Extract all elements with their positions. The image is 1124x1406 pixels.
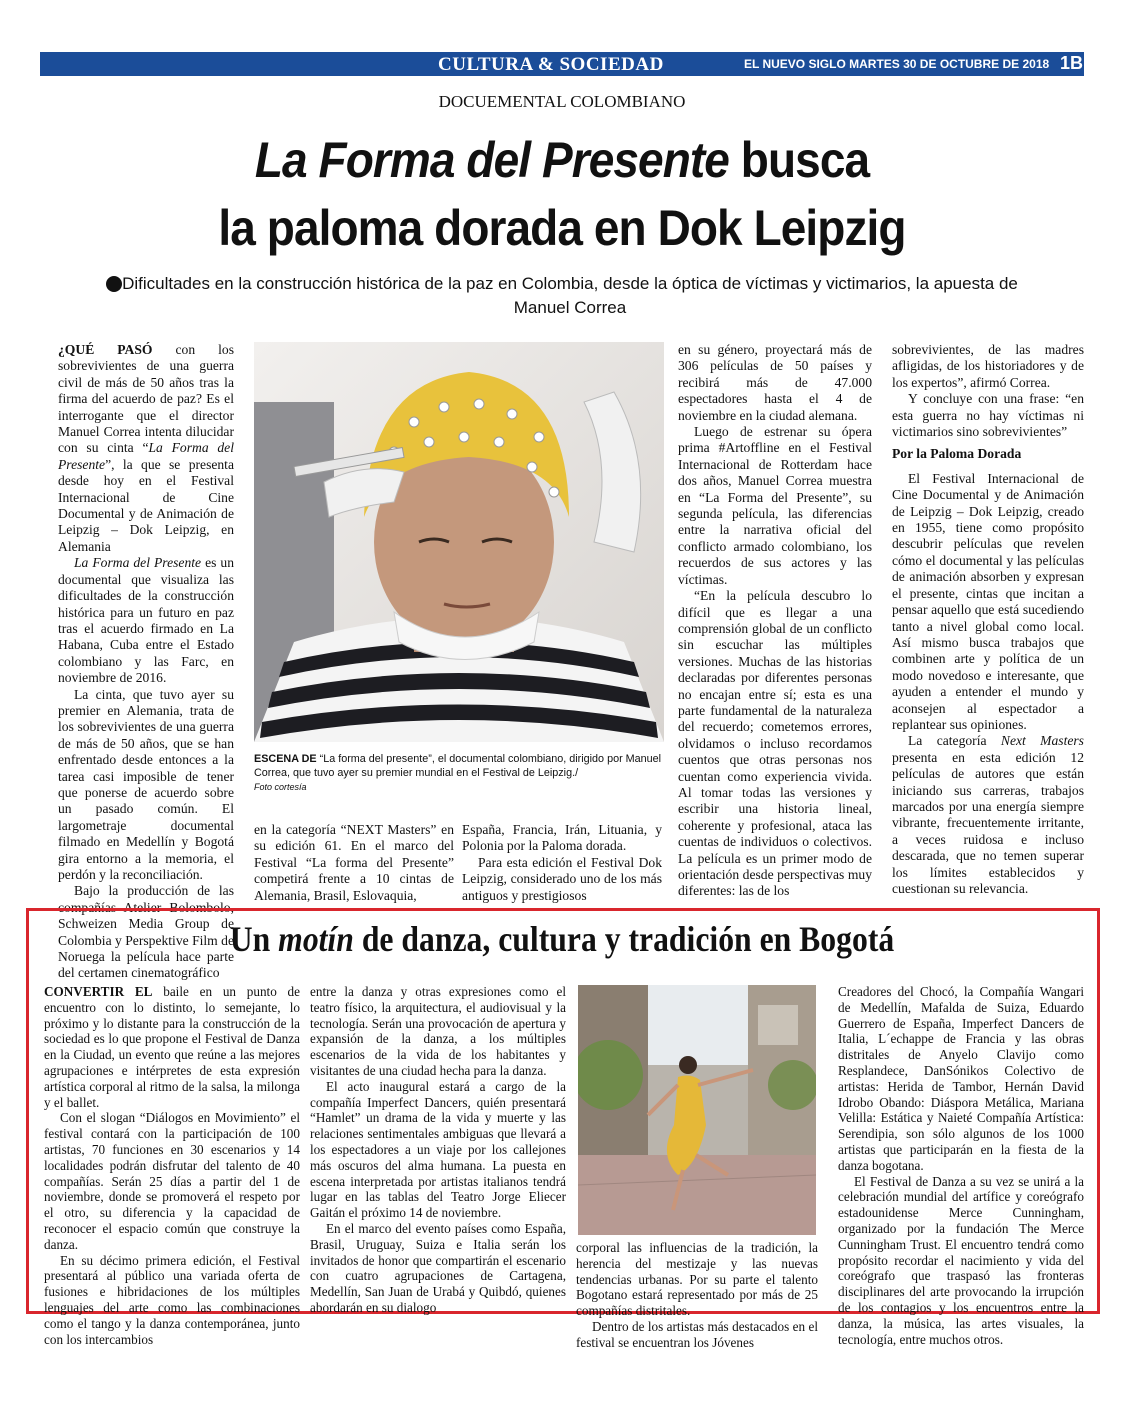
paragraph: Y concluye con una frase: “en esta guerra no hay víctimas ni victimarios sino sobrevivientes” [892,391,1084,440]
headline-part: de danza, cultura y tradición en Bogotá [353,919,895,959]
paragraph: España, Francia, Irán, Lituania, y Polonia por la Paloma dorada. [462,822,662,854]
paragraph: entre la danza y otras expresiones como el teatro físico, la arquitectura, el audiovisual y la tecnología. Serán una provocación de apertura y expansión de la danza, a los múltiples escenarios de la vida de los habitantes y visitantes de una ciudad hecha para la danza. [310,984,566,1078]
paragraph: Para esta edición el Festival Dok Leipzig, considerado uno de los más antiguos y prestigiosos [462,854,662,903]
caption-text: “La forma del presente”, el documental colombiano, dirigido por Manuel Correa, que tuvo ayer su premier mundial en el Festival de Leipzig./ [254,753,662,779]
paragraph: Creadores del Chocó, la Compañía Wangari de Medellín, Mafalda de Suiza, Eduardo Guerrero de España, Imperfect Dancers de Italia, L´echappe de Francia y las obras distritales de Anyelo Clavijo como Resplandece, DanSónikos Colectivo de artistas: Herida de Tambor, Hernán David Idrobo Obando: Diáspora Metálica, Mariana Velilla: Estática y Naieté Compañía Artística: Serendipia, son sólo algunos de los 1000 artistas que participarán en la fiesta de la danza bogotana. [838,984,1084,1173]
paragraph: es un documental que visualiza las dificultades de la construcción histórica para un futuro en paz tras el acuerdo firmado en La Habana, Cuba entre el Estado colombiano y las Farc, en noviembre de 2016. [58,555,235,686]
category-name: Next Masters [1000,733,1084,749]
paragraph: Bajo la producción de las compañías Atelier Bolombolo, Schweizen Media Group de Colombia y Perspektive Film de Noruega la película hace parte del certamen cinematográfico [58,883,234,981]
paragraph: Luego de estrenar su ópera prima #Artoffline en el Festival Internacional de Rotterdam hace dos años, Manuel Correa muestra en “La Forma del Presente”, su segunda película, las diferencias entre la narrativa oficial del conflicto armado colombiano, los recuerdos de sus actores y las víctimas. [678,424,872,587]
paragraph: Con el slogan “Diálogos en Movimiento” el festival contará con la participación de 100 artistas, 70 funciones en 30 escenarios y 14 localidades podrán disfrutar del talento de 40 compañías. Serán 25 días a partir del 1 de noviembre, donde se promoverá el respeto por el otro, su diferencia y la capacidad de reconocer el espacio común que construye la danza. [44,1110,300,1252]
paragraph: El Festival de Danza a su vez se unirá a la celebración mundial del artífice y coreógrafo estadounidense Merce Cunningham, organizado por la fundación The Merce Cunningham Trust. El encuentro tendrá como propósito recordar el nacimiento y vida del coreógrafo que traspasó las fronteras disciplinares del arte provocando la irrupción de los contagios y los encuentros entre la danza, la música, las artes visuales, la tecnología, entre muchos otros. [838,1173,1084,1347]
paragraph: con los sobrevivientes de una guerra civil de más de 50 años tras la firma del acuerdo de paz? Es el interrogante que el director Manuel Correa intenta dilucidar con su cinta “ [58,342,234,456]
article-column-4 [678,342,872,900]
box-column-2 [310,984,566,1316]
photo-credit: Foto cortesía [254,782,307,792]
box-column-1 [44,984,300,1347]
film-still-photo [254,342,664,742]
paragraph: El Festival Internacional de Cine Documental y de Animación de Leipzig – Dok Leipzig, creado en 1955, tiene como propósito descubrir películas que revelen cómo el documental y las películas de animación absorben y expresan el presente, cintas que incitan a pensar aquello que está sucediendo tanto a nivel global como local. Así mismo busca trabajos que combinen arte y política de un modo novedoso e interesante, que ayuden a entender el mundo y aconsejen al espectador a replantear sus opiniones. [892,470,1084,732]
paragraph: La cinta, que tuvo ayer su premier en Alemania, trata de los sobrevivientes de una guerra de más de 50 años, que se han enfrentado desde entonces a la tarea casi imposible de tener que ponerse de acuerdo sobre un pasado común. El largometraje documental filmado en Medellín y Bogotá gira entorno a la memoria, el perdón y la reconciliación. [58,686,234,882]
headline-line2: la paloma dorada en Dok Leipzig [218,200,906,256]
box-headline [67,918,1056,960]
lead-words: CONVERTIR EL [44,984,153,999]
headline-film-title: La Forma del Presente [254,132,729,188]
paragraph: La categoría [908,733,1001,749]
box-column-4 [838,984,1084,1347]
box-column-3 [576,1240,818,1351]
headline-part: Un [229,919,279,959]
article-column-5 [892,342,1084,897]
article-column-1 [58,342,234,982]
eeg-cap-portrait-image [254,342,664,742]
article-column-3 [462,822,662,904]
film-title: La Forma del Presente [58,440,234,472]
article-headline [45,126,1079,262]
paragraph: presenta en esta edición 12 películas de autores que están iniciando sus carreras, trabajos marcados por una energía siempre vibrante, frecuentemente irritante, a veces ruidosa e incluso descarada, que no temen superar los límites establecidos y cuestionan su relevancia. [892,749,1084,896]
paragraph: El acto inaugural estará a cargo de la compañía Imperfect Dancers, quién presentará “Hamlet” un drama de la vida y muerte y las relaciones sentimentales ambiguas que llevará a los espectadores a un viaje por los callejones más oscuros del alma humana. La puesta en escena interpretada por artistas italianos tendrá lugar en las tablas del Teatro Jorge Eliecer Gaitán el próximo 14 de noviembre. [310,1078,566,1221]
paragraph: ”, la que se presenta desde hoy en el Festival Internacional de Cine Documental y de Animación de Leipzig – Dok Leipzig, en Alemania [58,456,234,554]
article-deck: Dificultades en la construcción histórica de la paz en Colombia, desde la óptica de víctimas y victimarios, la apuesta de Manuel Correa [122,274,1018,317]
article-kicker: DOCUEMENTAL COLOMBIANO [438,92,686,111]
dancer-photo [578,985,816,1235]
paragraph: baile en un punto de encuentro con lo distinto, lo semejante, lo próximo y lo distante para la construcción de la sociedad es lo que propone el Festival de Danza en la Ciudad, un evento que reúne a las mejores agrupaciones e intérpretes de esta expresión artística corporal al ritmo de la salsa, la milonga y el ballet. [44,984,300,1110]
paragraph: En su décimo primera edición, el Festival presentará al público una variada oferta de fusiones e hibridaciones de los múltiples lenguajes del arte como las combinaciones como el tango y la danza contemporánea, junto con los intercambios [44,1252,300,1347]
section-name: CULTURA & SOCIEDAD [438,54,664,75]
caption-label: ESCENA DE [254,753,317,765]
page-number: 1B [1060,53,1084,73]
paragraph: corporal las influencias de la tradición, la herencia del mestizaje y las nuevas tendencias urbanas. Por su parte el talento Bogotano estará representado por más de 25 compañías distritales. [576,1240,818,1319]
paragraph: “En la película descubro lo difícil que es llegar a una comprensión global de un conflicto sin escuchar las múltiples versiones. Muchas de las historias declaradas por diferentes personas no encajan entre sí; esta es una parte fundamental de la naturaleza del recuerdo; cometemos errores, olvidamos o incluso recordamos cuentos que otras personas nos cuentan como experiencia vivida. Al tomar todas las versiones y escribir una historia lineal, coherente y profesional, ataca las cuentas de individuos o colectivos. La película es un primer modo de orientación desde perspectivas muy diferentes: las de los [678,588,872,899]
photo-caption [254,752,664,794]
headline-part: busca [728,132,870,188]
street-dancer-image [578,985,816,1235]
paragraph: En el marco del evento países como España, Brasil, Uruguay, Suiza e Italia serán los invitados de honor que compartirán el escenario con cuatro agrupaciones de Cartagena, Medellín, San Juan de Urabá y Quibdó, quienes abordarán en su dialogo [310,1220,566,1315]
paragraph: en la categoría “NEXT Masters” en su edición 61. En el marco del Festival “La forma del Presente” competirá frente a 10 cintas de Alemania, Brasil, Eslovaquia, [254,822,454,903]
headline-emphasis: motín [278,919,354,959]
film-title: La Forma del Presente [74,555,202,571]
paragraph: sobrevivientes, de las madres afligidas, de los historiadores y de los expertos”, afirmó Correa. [892,342,1084,390]
article-column-2 [254,822,454,904]
subheading: Por la Paloma Dorada [892,446,1022,462]
lead-words: ¿QUÉ PASÓ [58,342,153,357]
paragraph: en su género, proyectará más de 306 películas de 50 países y recibirá más de 47.000 espectadores hasta el 4 de noviembre en la ciudad alemana. [678,342,872,423]
issue-info: EL NUEVO SIGLO MARTES 30 DE OCTUBRE DE 2018 [744,57,1050,71]
paragraph: Dentro de los artistas más destacados en el festival se encuentran los Jóvenes [576,1318,818,1350]
